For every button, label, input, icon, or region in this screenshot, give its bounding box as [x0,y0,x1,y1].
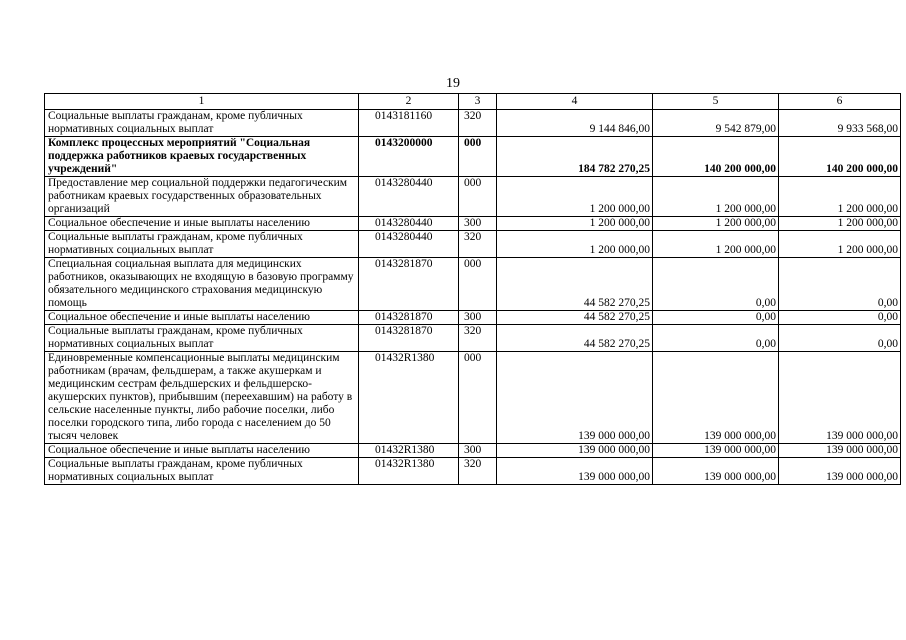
row-amount-col4-cell: 1 200 000,00 [497,231,653,258]
row-amount-col4-cell: 1 200 000,00 [497,177,653,217]
row-amount-col5-cell: 1 200 000,00 [653,231,779,258]
row-name-cell: Социальные выплаты гражданам, кроме публичных нормативных социальных выплат [45,325,359,352]
row-amount-col5-cell: 139 000 000,00 [653,458,779,485]
table-row [45,458,901,485]
column-header: 1 [45,94,359,110]
row-name-cell: Социальное обеспечение и иные выплаты населению [45,217,359,231]
row-type-cell: 320 [459,325,497,352]
row-type-cell: 300 [459,311,497,325]
row-amount-col5-cell: 139 000 000,00 [653,444,779,458]
row-amount-col4-cell: 9 144 846,00 [497,110,653,137]
row-code-cell: 01432R1380 [359,458,459,485]
row-code-cell: 0143281870 [359,311,459,325]
row-amount-col6-cell: 0,00 [779,258,901,311]
row-amount-col5-cell: 1 200 000,00 [653,177,779,217]
row-name-cell: Социальное обеспечение и иные выплаты населению [45,311,359,325]
row-amount-col6-cell: 0,00 [779,325,901,352]
table-row [45,311,901,325]
row-type-cell: 320 [459,231,497,258]
row-name-cell: Единовременные компенсационные выплаты медицинским работникам (врачам, фельдшерам, а также акушеркам и медицинским сестрам фельдшерских и фельдшерско-акушерских пунктов), прибывшим (переехавшим) на работу в сельские населенные пункты, либо рабочие поселки, либо поселки городского типа, либо города с населением до 50 тысяч человек [45,352,359,444]
row-amount-col4-cell: 139 000 000,00 [497,444,653,458]
page-number: 19 [446,76,460,91]
row-name-cell: Специальная социальная выплата для медицинских работников, оказывающих не входящую в базовую программу обязательного медицинского страхования медицинскую помощь [45,258,359,311]
row-type-cell: 320 [459,110,497,137]
table-header-row [45,94,901,110]
table-row [45,137,901,177]
row-amount-col6-cell: 0,00 [779,311,901,325]
row-amount-col5-cell: 139 000 000,00 [653,352,779,444]
row-amount-col4-cell: 139 000 000,00 [497,458,653,485]
row-amount-col6-cell: 1 200 000,00 [779,177,901,217]
table-row [45,325,901,352]
row-amount-col5-cell: 1 200 000,00 [653,217,779,231]
row-amount-col5-cell: 0,00 [653,258,779,311]
row-amount-col5-cell: 140 200 000,00 [653,137,779,177]
column-header: 5 [653,94,779,110]
row-name-cell: Социальные выплаты гражданам, кроме публичных нормативных социальных выплат [45,110,359,137]
row-type-cell: 000 [459,258,497,311]
row-name-cell: Предоставление мер социальной поддержки педагогическим работникам краевых государственных образовательных организаций [45,177,359,217]
table-row [45,444,901,458]
row-type-cell: 000 [459,137,497,177]
row-amount-col5-cell: 0,00 [653,325,779,352]
row-amount-col6-cell: 139 000 000,00 [779,352,901,444]
column-header: 4 [497,94,653,110]
row-code-cell: 0143280440 [359,177,459,217]
row-amount-col6-cell: 1 200 000,00 [779,217,901,231]
row-code-cell: 0143200000 [359,137,459,177]
row-amount-col4-cell: 139 000 000,00 [497,352,653,444]
row-amount-col5-cell: 9 542 879,00 [653,110,779,137]
row-type-cell: 300 [459,217,497,231]
row-amount-col6-cell: 9 933 568,00 [779,110,901,137]
row-amount-col4-cell: 44 582 270,25 [497,325,653,352]
row-amount-col5-cell: 0,00 [653,311,779,325]
table-row [45,217,901,231]
row-amount-col4-cell: 44 582 270,25 [497,258,653,311]
row-code-cell: 01432R1380 [359,444,459,458]
row-name-cell: Социальное обеспечение и иные выплаты населению [45,444,359,458]
row-type-cell: 000 [459,352,497,444]
column-header: 3 [459,94,497,110]
table-row [45,177,901,217]
row-code-cell: 0143281870 [359,325,459,352]
row-amount-col6-cell: 1 200 000,00 [779,231,901,258]
column-header: 6 [779,94,901,110]
table-row [45,258,901,311]
row-amount-col4-cell: 184 782 270,25 [497,137,653,177]
row-code-cell: 0143281870 [359,258,459,311]
table-row [45,110,901,137]
row-name-cell: Социальные выплаты гражданам, кроме публичных нормативных социальных выплат [45,458,359,485]
table-row [45,352,901,444]
row-amount-col4-cell: 44 582 270,25 [497,311,653,325]
row-code-cell: 01432R1380 [359,352,459,444]
column-header: 2 [359,94,459,110]
budget-table [44,93,901,485]
row-code-cell: 0143280440 [359,217,459,231]
row-name-cell: Социальные выплаты гражданам, кроме публичных нормативных социальных выплат [45,231,359,258]
row-amount-col6-cell: 140 200 000,00 [779,137,901,177]
row-code-cell: 0143280440 [359,231,459,258]
row-type-cell: 320 [459,458,497,485]
row-type-cell: 300 [459,444,497,458]
row-amount-col4-cell: 1 200 000,00 [497,217,653,231]
table-row [45,231,901,258]
row-amount-col6-cell: 139 000 000,00 [779,458,901,485]
row-type-cell: 000 [459,177,497,217]
row-code-cell: 0143181160 [359,110,459,137]
row-name-cell: Комплекс процессных мероприятий "Социальная поддержка работников краевых государственных учреждений" [45,137,359,177]
row-amount-col6-cell: 139 000 000,00 [779,444,901,458]
